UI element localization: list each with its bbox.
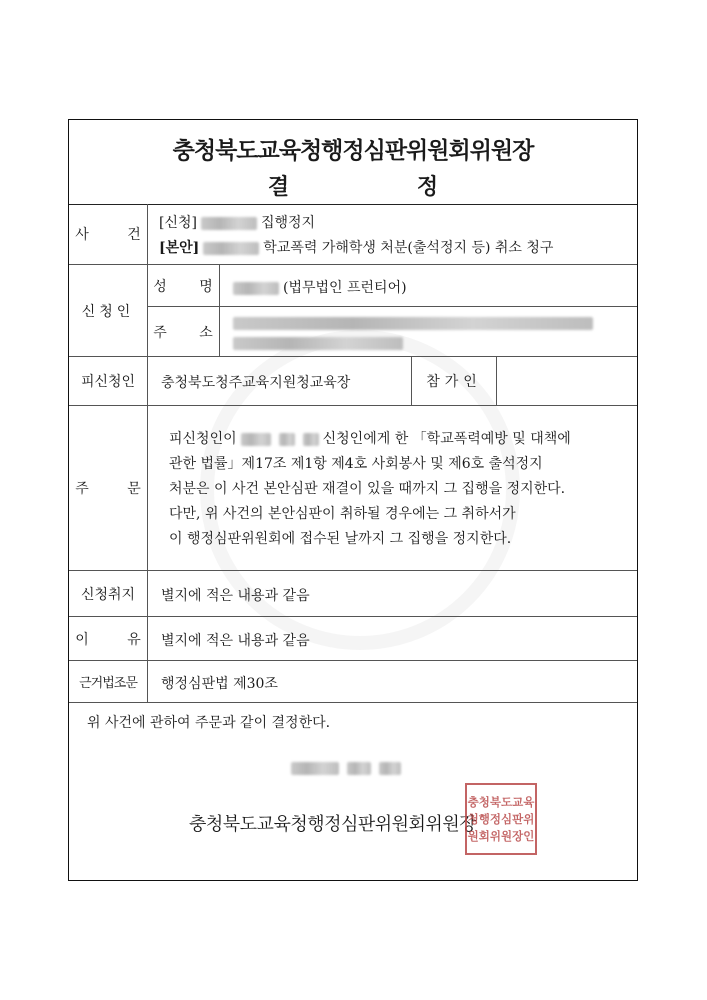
case-line-application — [159, 212, 315, 232]
reason-row — [69, 617, 637, 661]
document-subtitle: 결 정 — [267, 175, 439, 200]
decision-statement: 위 사건에 관하여 주문과 같이 결정한다. — [87, 715, 331, 731]
redacted-name — [303, 433, 319, 446]
reason-value: 별지에 적은 내용과 같음 — [161, 633, 310, 649]
applicant-address-2 — [229, 335, 407, 351]
redacted-name — [203, 242, 259, 255]
main-case-text: 학교폭력 가해학생 처분(출석정지 등) 취소 청구 — [263, 240, 554, 256]
legal-basis-row — [69, 661, 637, 703]
respondent-row — [69, 357, 637, 406]
applicant-address — [229, 315, 597, 331]
purpose-value: 별지에 적은 내용과 같음 — [161, 588, 310, 604]
legal-basis-value: 행정심판법 제30조 — [161, 676, 278, 692]
case-label: 사 건 — [69, 204, 148, 264]
order-label: 주 문 — [69, 406, 148, 570]
order-line-2: 관한 법률」제17조 제1항 제4호 사회봉사 및 제6호 출석정지 — [169, 456, 543, 472]
title-block — [69, 120, 637, 205]
applicant-firm: (법무법인 프런티어) — [283, 280, 407, 296]
respondent-label: 피신청인 — [69, 357, 148, 405]
address-label: 주 소 — [147, 306, 220, 357]
case-line-main — [159, 237, 553, 257]
application-text: 집행정지 — [260, 215, 316, 231]
legal-basis-label: 근거법조문 — [69, 661, 148, 702]
redacted-address — [233, 337, 403, 350]
redacted-name — [233, 282, 279, 295]
name-label: 성 명 — [147, 265, 220, 307]
respondent-value: 충청북도청주교육지원청교육장 — [161, 375, 351, 391]
applicant-name — [229, 277, 407, 297]
reason-label: 이 유 — [69, 617, 148, 660]
redacted-name — [201, 217, 257, 230]
applicant-row — [69, 265, 637, 357]
main-case-tag: [본안] — [159, 240, 200, 256]
decision-date — [287, 760, 405, 776]
applicant-label: 신청인 — [69, 265, 148, 356]
redacted-date — [291, 762, 339, 775]
document-title: 충청북도교육청행정심판위원회위원장 — [172, 138, 534, 164]
order-line-1: 피신청인이 신청인에게 한 「학교폭력예방 및 대책에 — [169, 431, 571, 447]
divider — [219, 306, 637, 307]
order-line-4: 다만, 위 사건의 본안심판이 취하될 경우에는 그 취하서가 — [169, 506, 516, 522]
order-line-5: 이 행정심판위원회에 접수된 날까지 그 집행을 정지한다. — [169, 531, 512, 547]
purpose-label: 신청취지 — [69, 571, 148, 616]
redacted-date — [347, 762, 371, 775]
case-row — [69, 204, 637, 265]
purpose-row — [69, 571, 637, 617]
redacted-date — [379, 762, 401, 775]
order-line-3: 처분은 이 사건 본안심판 재결이 있을 때까지 그 집행을 정지한다. — [169, 481, 566, 497]
redacted-name — [279, 433, 295, 446]
redacted-address — [233, 317, 593, 330]
signer-name: 충청북도교육청행정심판위원회위원장 — [189, 814, 477, 835]
participant-label: 참가인 — [411, 357, 497, 405]
decision-document — [68, 119, 638, 881]
application-tag: [신청] — [159, 215, 197, 231]
order-row — [69, 406, 637, 571]
redacted-name — [241, 433, 271, 446]
official-seal: 충청북도교육 청행정심판위 원회위원장인 — [465, 783, 537, 855]
